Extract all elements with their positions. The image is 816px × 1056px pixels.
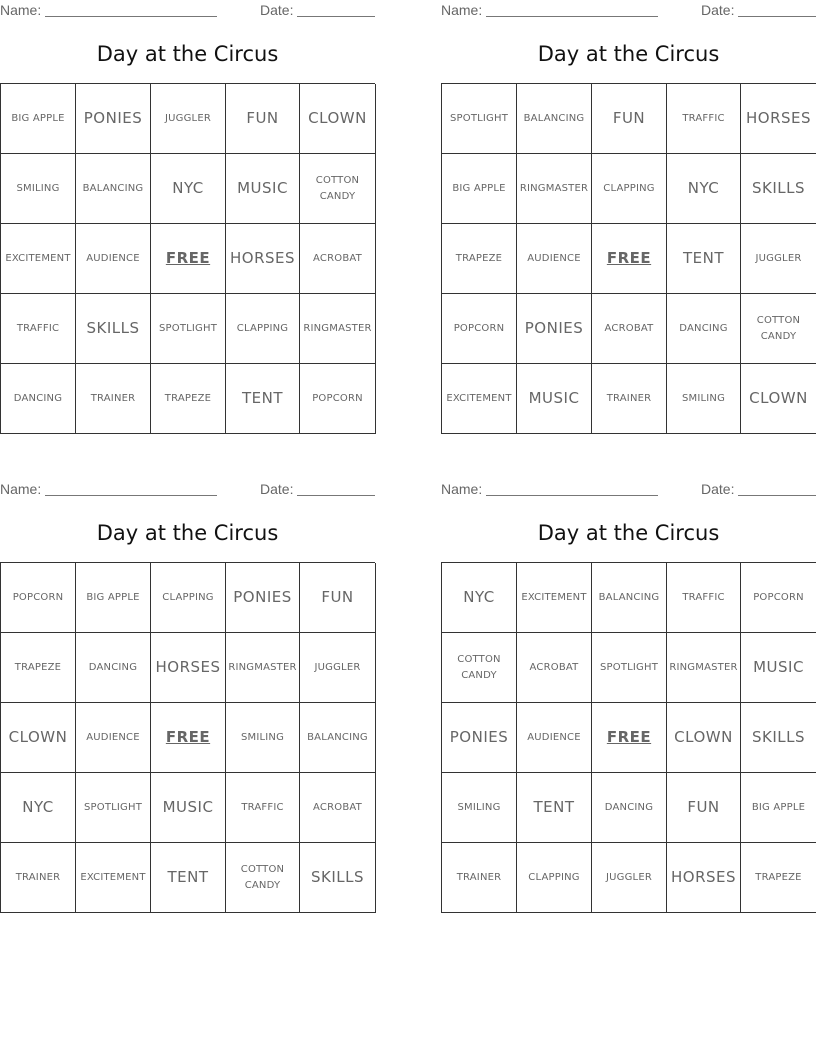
bingo-cell xyxy=(741,84,816,154)
bingo-cell-text: PONIES xyxy=(233,588,292,606)
bingo-cell-text: SPOTLIGHT xyxy=(83,802,143,813)
bingo-cell-text: POPCORN xyxy=(453,323,505,334)
bingo-cell-text: FUN xyxy=(321,588,354,606)
bingo-cell xyxy=(1,843,76,913)
bingo-cell-text: ACROBAT xyxy=(313,253,362,264)
bingo-cell-text: TENT xyxy=(167,868,209,886)
bingo-cell-text: BIG APPLE xyxy=(452,183,506,194)
bingo-cell xyxy=(442,224,517,294)
card-title: Day at the Circus xyxy=(537,521,720,545)
bingo-cell-text: SKILLS xyxy=(310,868,365,886)
bingo-cell xyxy=(517,843,592,913)
bingo-cell xyxy=(76,773,151,843)
bingo-cell xyxy=(442,773,517,843)
bingo-cell xyxy=(667,84,741,154)
bingo-cell-text: ACROBAT xyxy=(529,662,579,673)
bingo-cell xyxy=(517,563,592,633)
bingo-cell-text: BIG APPLE xyxy=(86,592,140,603)
bingo-cell xyxy=(667,224,741,294)
name-label: Name: xyxy=(0,481,42,497)
bingo-cell-text: RINGMASTER xyxy=(519,183,589,194)
bingo-cell-text: CLOWN xyxy=(8,728,68,746)
bingo-cell-text: BALANCING xyxy=(523,113,585,124)
date-line xyxy=(297,495,375,496)
bingo-cell-text: COTTON CANDY xyxy=(756,314,801,342)
bingo-cell-text: EXCITEMENT xyxy=(521,592,587,603)
bingo-cell-text: RINGMASTER xyxy=(228,662,297,673)
bingo-cell xyxy=(517,364,592,434)
bingo-cell xyxy=(442,703,517,773)
bingo-cell-text: SPOTLIGHT xyxy=(158,323,218,334)
bingo-cell-text: RINGMASTER xyxy=(303,323,372,334)
name-line xyxy=(486,16,658,17)
bingo-cell xyxy=(592,843,667,913)
bingo-cell-text: POPCORN xyxy=(312,393,363,404)
bingo-cell xyxy=(151,773,226,843)
bingo-cell-text: POPCORN xyxy=(12,592,64,603)
bingo-cell xyxy=(1,294,76,364)
bingo-cell-text: CLOWN xyxy=(674,728,733,746)
bingo-cell-text: SKILLS xyxy=(751,179,806,197)
bingo-cell-text: TENT xyxy=(533,798,575,816)
bingo-cell xyxy=(226,703,300,773)
bingo-cell xyxy=(300,294,376,364)
bingo-cell xyxy=(442,563,517,633)
bingo-cell xyxy=(517,84,592,154)
bingo-cell-text: COTTON CANDY xyxy=(240,863,285,891)
bingo-cell xyxy=(667,633,741,703)
bingo-cell-text: PONIES xyxy=(524,319,584,337)
bingo-cell-text: TENT xyxy=(241,389,284,407)
bingo-grid xyxy=(441,83,816,434)
bingo-cell xyxy=(151,154,226,224)
bingo-cell-text: AUDIENCE xyxy=(86,253,140,264)
bingo-cell-text: AUDIENCE xyxy=(527,253,581,264)
date-label: Date: xyxy=(260,2,294,18)
bingo-cell xyxy=(300,703,376,773)
bingo-cell xyxy=(592,563,667,633)
bingo-cell xyxy=(442,294,517,364)
bingo-cell xyxy=(226,364,300,434)
bingo-cell-text: HORSES xyxy=(745,109,812,127)
bingo-cell xyxy=(592,294,667,364)
bingo-cell-text: SPOTLIGHT xyxy=(449,113,509,124)
bingo-cell xyxy=(76,294,151,364)
bingo-cell xyxy=(226,563,300,633)
card-title: Day at the Circus xyxy=(96,42,279,66)
bingo-card-3 xyxy=(0,479,375,919)
bingo-cell xyxy=(442,364,517,434)
bingo-cell xyxy=(1,154,76,224)
bingo-cell xyxy=(741,224,816,294)
name-line xyxy=(45,16,217,17)
bingo-cell-text: CLAPPING xyxy=(162,592,214,603)
bingo-cell-text: FREE xyxy=(606,728,652,746)
name-label: Name: xyxy=(441,481,483,497)
bingo-cell xyxy=(226,224,300,294)
bingo-cell-text: TRAINER xyxy=(15,872,61,883)
bingo-cell-text: NYC xyxy=(463,588,495,606)
bingo-cell xyxy=(667,773,741,843)
bingo-cell-text: CLAPPING xyxy=(603,183,655,194)
bingo-cell xyxy=(592,154,667,224)
name-label: Name: xyxy=(441,2,483,18)
bingo-cell xyxy=(226,633,300,703)
name-line xyxy=(486,495,658,496)
bingo-cell-text: AUDIENCE xyxy=(86,732,140,743)
bingo-cell-text: BIG APPLE xyxy=(751,802,806,813)
bingo-cell-text: DANCING xyxy=(88,662,138,673)
bingo-cell-text: MUSIC xyxy=(528,389,580,407)
bingo-cell-text: TRAINER xyxy=(90,393,136,404)
bingo-cell-text: EXCITEMENT xyxy=(80,872,146,883)
bingo-cell xyxy=(1,84,76,154)
bingo-cell xyxy=(442,154,517,224)
bingo-cell-text: TRAFFIC xyxy=(16,323,60,334)
bingo-cell xyxy=(592,773,667,843)
bingo-cell xyxy=(442,633,517,703)
bingo-cell-text: TRAPEZE xyxy=(755,872,802,883)
bingo-cell-text: BALANCING xyxy=(307,732,368,743)
bingo-cell xyxy=(151,294,226,364)
bingo-card-4 xyxy=(441,479,816,919)
bingo-cell-text: ACROBAT xyxy=(604,323,654,334)
bingo-cell xyxy=(300,773,376,843)
bingo-cell xyxy=(300,633,376,703)
bingo-cell-text: SPOTLIGHT xyxy=(599,662,659,673)
bingo-grid xyxy=(0,83,375,434)
bingo-cell-text: RINGMASTER xyxy=(669,662,738,673)
bingo-cell xyxy=(151,843,226,913)
card-header xyxy=(0,481,375,499)
bingo-cell xyxy=(741,843,816,913)
bingo-cell-text: POPCORN xyxy=(753,592,804,603)
bingo-grid xyxy=(441,562,816,913)
bingo-cell xyxy=(517,224,592,294)
bingo-cell xyxy=(151,633,226,703)
bingo-cell-text: CLAPPING xyxy=(528,872,580,883)
bingo-cell-text: JUGGLER xyxy=(164,113,211,124)
free-space-cell xyxy=(592,224,667,294)
bingo-cell-text: ACROBAT xyxy=(313,802,362,813)
bingo-cell-text: HORSES xyxy=(155,658,221,676)
bingo-cell xyxy=(517,154,592,224)
bingo-cell xyxy=(151,563,226,633)
bingo-cell xyxy=(442,84,517,154)
bingo-cell-text: TRAPEZE xyxy=(164,393,212,404)
bingo-cell xyxy=(442,843,517,913)
bingo-cell-text: CLOWN xyxy=(749,389,808,407)
bingo-cell xyxy=(76,563,151,633)
bingo-cell xyxy=(1,773,76,843)
date-label: Date: xyxy=(701,2,735,18)
bingo-cell xyxy=(1,703,76,773)
bingo-cell-text: MUSIC xyxy=(162,798,214,816)
bingo-grid xyxy=(0,562,375,913)
bingo-cell-text: PONIES xyxy=(83,109,143,127)
free-space-cell xyxy=(592,703,667,773)
free-space-cell xyxy=(151,224,226,294)
bingo-cell-text: TRAPEZE xyxy=(455,253,503,264)
bingo-cell xyxy=(1,563,76,633)
bingo-cell xyxy=(226,84,300,154)
bingo-cell xyxy=(300,364,376,434)
bingo-cell-text: BALANCING xyxy=(598,592,660,603)
bingo-cell-text: SMILING xyxy=(240,732,285,743)
bingo-cell-text: SKILLS xyxy=(86,319,140,337)
bingo-cell-text: JUGGLER xyxy=(755,253,802,264)
card-title: Day at the Circus xyxy=(96,521,279,545)
bingo-cell-text: SKILLS xyxy=(751,728,806,746)
bingo-cell xyxy=(226,843,300,913)
bingo-cell xyxy=(226,294,300,364)
bingo-cell xyxy=(667,703,741,773)
bingo-cell xyxy=(300,843,376,913)
name-label: Name: xyxy=(0,2,42,18)
bingo-cell-text: TENT xyxy=(682,249,725,267)
free-space-cell xyxy=(151,703,226,773)
bingo-cell-text: TRAINER xyxy=(456,872,502,883)
bingo-cell-text: FREE xyxy=(165,249,211,267)
bingo-cell-text: TRAFFIC xyxy=(682,592,725,603)
card-header xyxy=(441,2,816,20)
date-line xyxy=(297,16,375,17)
bingo-cell xyxy=(76,154,151,224)
bingo-cell xyxy=(76,364,151,434)
bingo-cell-text: NYC xyxy=(687,179,720,197)
bingo-cell xyxy=(741,154,816,224)
date-line xyxy=(738,16,816,17)
bingo-cell xyxy=(76,843,151,913)
bingo-cell-text: BALANCING xyxy=(82,183,144,194)
bingo-cell-text: CLOWN xyxy=(308,109,367,127)
bingo-cell xyxy=(517,703,592,773)
bingo-cell-text: COTTON CANDY xyxy=(315,174,360,202)
bingo-card-2 xyxy=(441,0,816,440)
bingo-cell-text: FUN xyxy=(612,109,646,127)
bingo-cell xyxy=(741,294,816,364)
bingo-cell-text: HORSES xyxy=(229,249,296,267)
bingo-cell xyxy=(592,633,667,703)
bingo-cell-text: EXCITEMENT xyxy=(446,393,512,404)
bingo-cell xyxy=(741,563,816,633)
bingo-cell-text: TRAFFIC xyxy=(241,802,284,813)
bingo-cell-text: FUN xyxy=(246,109,279,127)
bingo-cell xyxy=(741,364,816,434)
card-title: Day at the Circus xyxy=(537,42,720,66)
bingo-cell-text: AUDIENCE xyxy=(527,732,581,743)
bingo-cell-text: EXCITEMENT xyxy=(5,253,71,264)
bingo-cell xyxy=(741,633,816,703)
bingo-cell-text: JUGGLER xyxy=(314,662,361,673)
bingo-cell-text: NYC xyxy=(22,798,54,816)
bingo-cell xyxy=(667,294,741,364)
bingo-cell-text: FREE xyxy=(606,249,652,267)
bingo-cell xyxy=(517,773,592,843)
bingo-cell xyxy=(592,364,667,434)
bingo-cell xyxy=(151,84,226,154)
bingo-cell xyxy=(1,364,76,434)
bingo-cell-text: SMILING xyxy=(457,802,501,813)
bingo-cell xyxy=(300,224,376,294)
bingo-cell xyxy=(226,154,300,224)
bingo-cell-text: JUGGLER xyxy=(605,872,652,883)
bingo-cell-text: CLAPPING xyxy=(236,323,289,334)
bingo-cell-text: MUSIC xyxy=(753,658,804,676)
bingo-cell-text: DANCING xyxy=(13,393,63,404)
bingo-cell xyxy=(76,633,151,703)
bingo-cell xyxy=(667,364,741,434)
bingo-cell xyxy=(76,84,151,154)
bingo-cell-text: SMILING xyxy=(681,393,726,404)
bingo-cell-text: DANCING xyxy=(679,323,728,334)
bingo-cell xyxy=(517,633,592,703)
bingo-cell xyxy=(300,84,376,154)
bingo-cell xyxy=(300,154,376,224)
name-line xyxy=(45,495,217,496)
bingo-cell-text: FUN xyxy=(687,798,720,816)
bingo-cell-text: MUSIC xyxy=(237,179,288,197)
bingo-cell xyxy=(151,364,226,434)
bingo-cell xyxy=(76,703,151,773)
bingo-cell-text: NYC xyxy=(172,179,204,197)
bingo-cell xyxy=(300,563,376,633)
bingo-cell-text: SMILING xyxy=(16,183,60,194)
bingo-cell xyxy=(517,294,592,364)
bingo-cell xyxy=(667,843,741,913)
date-line xyxy=(738,495,816,496)
bingo-cell-text: TRAINER xyxy=(606,393,652,404)
bingo-cell-text: COTTON CANDY xyxy=(457,653,501,681)
bingo-cell-text: FREE xyxy=(165,728,211,746)
bingo-cell xyxy=(226,773,300,843)
bingo-cell xyxy=(741,773,816,843)
bingo-cell-text: DANCING xyxy=(604,802,654,813)
bingo-cell xyxy=(667,154,741,224)
bingo-cell xyxy=(741,703,816,773)
bingo-cell xyxy=(592,84,667,154)
bingo-cell xyxy=(76,224,151,294)
date-label: Date: xyxy=(260,481,294,497)
bingo-cell-text: TRAPEZE xyxy=(14,662,62,673)
bingo-card-1 xyxy=(0,0,375,440)
bingo-cell xyxy=(1,224,76,294)
bingo-cell xyxy=(1,633,76,703)
bingo-cell-text: BIG APPLE xyxy=(11,113,65,124)
card-header xyxy=(0,2,375,20)
bingo-cell-text: TRAFFIC xyxy=(682,113,725,124)
bingo-cell-text: PONIES xyxy=(449,728,509,746)
date-label: Date: xyxy=(701,481,735,497)
card-header xyxy=(441,481,816,499)
bingo-cell-text: HORSES xyxy=(670,868,737,886)
bingo-cell xyxy=(667,563,741,633)
